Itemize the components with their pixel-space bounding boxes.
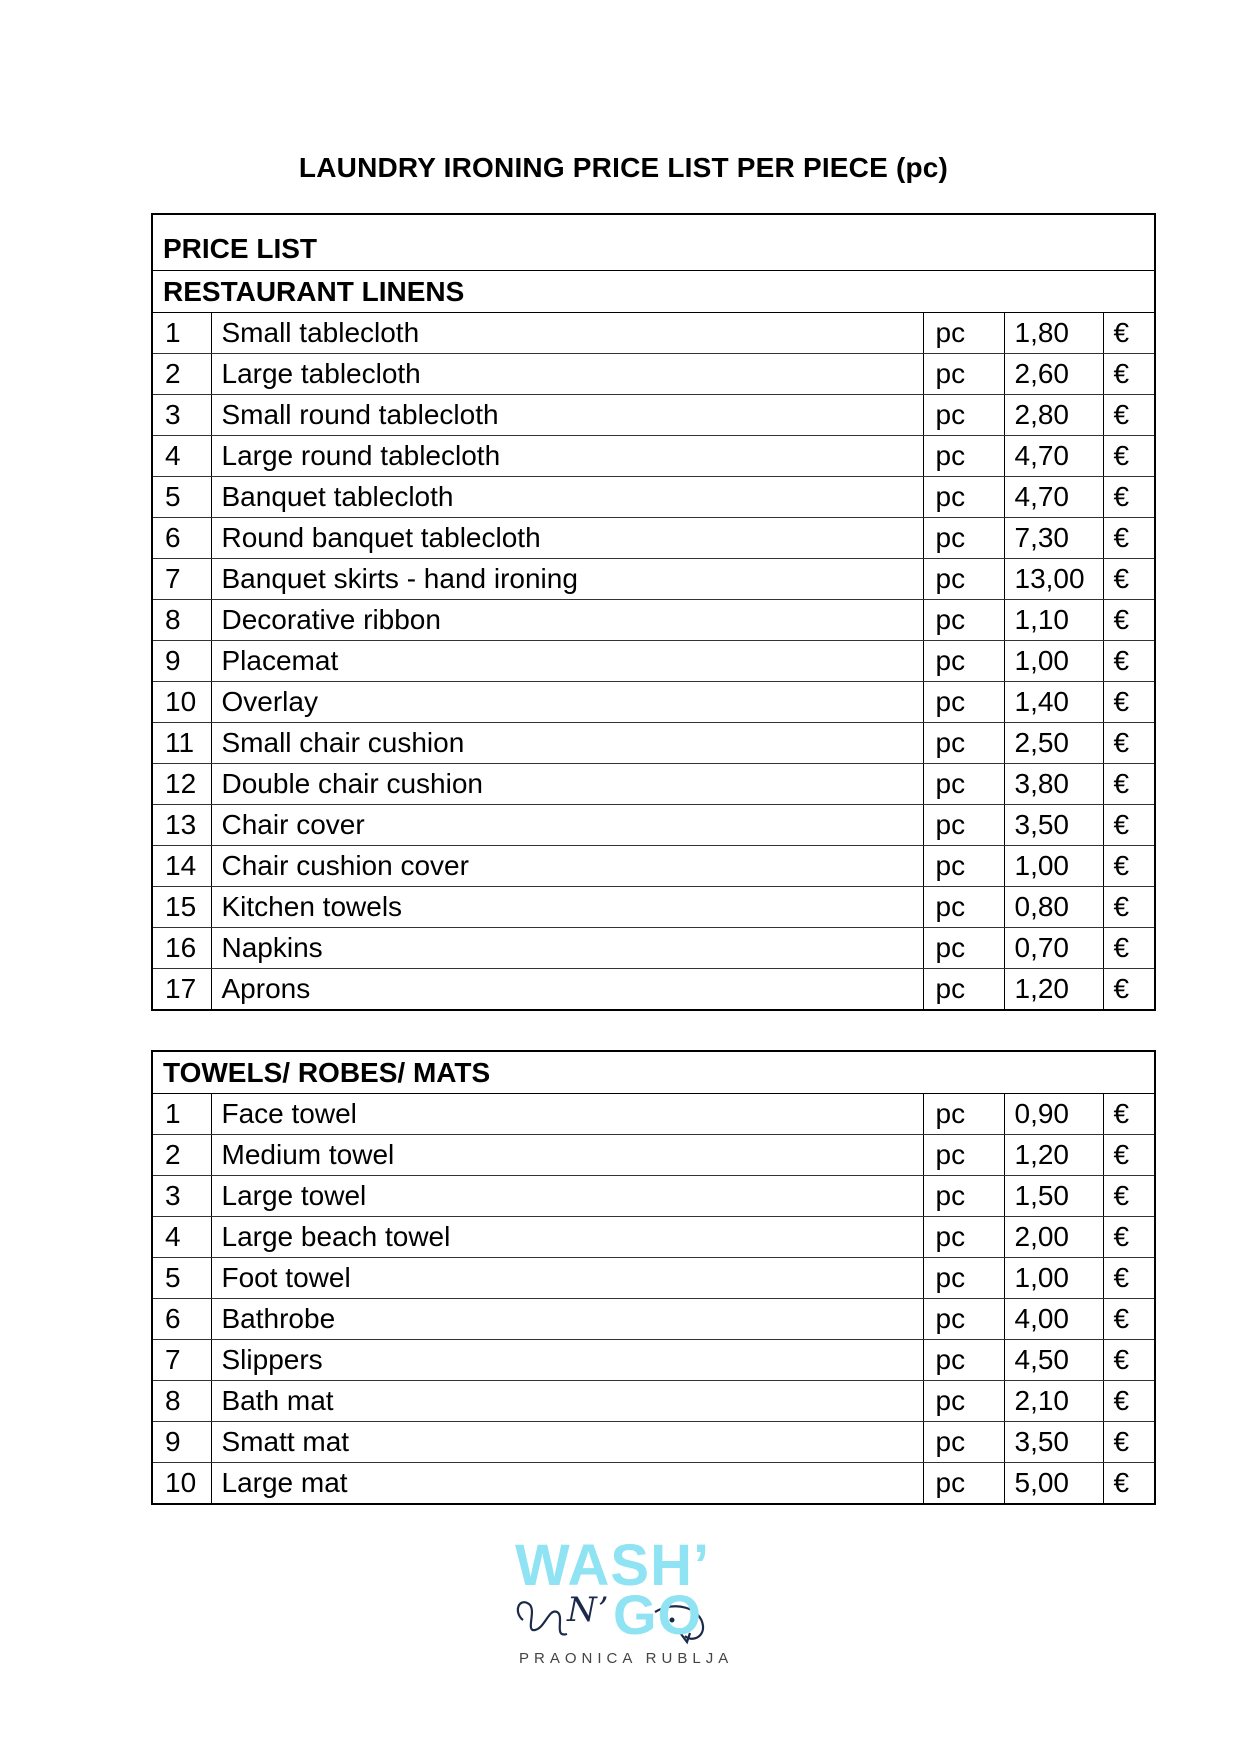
table-row [152,969,1155,1011]
item-name: Chair cover [211,805,923,846]
wash-n-go-logo [505,1532,745,1672]
currency-cell: € [1103,395,1155,436]
currency-cell: € [1103,682,1155,723]
price-cell: 1,20 [1004,1135,1103,1176]
unit-cell: pc [923,354,1004,395]
unit-cell: pc [923,518,1004,559]
currency-cell: € [1103,1217,1155,1258]
currency-cell: € [1103,354,1155,395]
item-name: Aprons [211,969,923,1011]
price-cell: 13,00 [1004,559,1103,600]
unit-cell: pc [923,1217,1004,1258]
unit-cell: pc [923,395,1004,436]
row-number: 8 [152,1381,211,1422]
table-row [152,354,1155,395]
price-cell: 1,20 [1004,969,1103,1011]
table-row [152,477,1155,518]
row-number: 9 [152,641,211,682]
currency-cell: € [1103,805,1155,846]
item-name: Large tablecloth [211,354,923,395]
price-cell: 0,70 [1004,928,1103,969]
price-cell: 4,50 [1004,1340,1103,1381]
row-number: 7 [152,559,211,600]
currency-cell: € [1103,641,1155,682]
table-row [152,723,1155,764]
price-cell: 2,10 [1004,1381,1103,1422]
unit-cell: pc [923,1299,1004,1340]
unit-cell: pc [923,1176,1004,1217]
price-cell: 4,00 [1004,1299,1103,1340]
unit-cell: pc [923,723,1004,764]
currency-cell: € [1103,477,1155,518]
row-number: 5 [152,1258,211,1299]
item-name: Napkins [211,928,923,969]
unit-cell: pc [923,559,1004,600]
price-cell: 2,00 [1004,1217,1103,1258]
row-number: 6 [152,1299,211,1340]
logo-word-wash: WASH’ [515,1533,711,1598]
currency-cell: € [1103,313,1155,354]
table-row [152,559,1155,600]
price-cell: 4,70 [1004,477,1103,518]
item-name: Small tablecloth [211,313,923,354]
currency-cell: € [1103,928,1155,969]
row-number: 4 [152,1217,211,1258]
table-row [152,518,1155,559]
row-number: 3 [152,1176,211,1217]
table-row [152,1381,1155,1422]
item-name: Large round tablecloth [211,436,923,477]
currency-cell: € [1103,1381,1155,1422]
price-cell: 5,00 [1004,1463,1103,1505]
restaurant-linens-table [151,213,1156,1011]
currency-cell: € [1103,600,1155,641]
row-number: 15 [152,887,211,928]
price-cell: 1,50 [1004,1176,1103,1217]
currency-cell: € [1103,559,1155,600]
item-name: Foot towel [211,1258,923,1299]
item-name: Medium towel [211,1135,923,1176]
unit-cell: pc [923,969,1004,1011]
item-name: Bathrobe [211,1299,923,1340]
unit-cell: pc [923,436,1004,477]
row-number: 10 [152,682,211,723]
table-row [152,641,1155,682]
currency-cell: € [1103,436,1155,477]
table-row [152,1299,1155,1340]
unit-cell: pc [923,1381,1004,1422]
item-name: Large mat [211,1463,923,1505]
unit-cell: pc [923,641,1004,682]
price-cell: 1,00 [1004,641,1103,682]
price-cell: 1,00 [1004,1258,1103,1299]
item-name: Slippers [211,1340,923,1381]
table-row [152,1094,1155,1135]
table-row [152,1340,1155,1381]
table-row [152,1258,1155,1299]
table-row [152,764,1155,805]
price-cell: 2,60 [1004,354,1103,395]
row-number: 10 [152,1463,211,1505]
price-list-heading: PRICE LIST [152,214,1155,271]
unit-cell: pc [923,1422,1004,1463]
table-row [152,1422,1155,1463]
price-cell: 3,50 [1004,1422,1103,1463]
item-name: Face towel [211,1094,923,1135]
item-name: Small chair cushion [211,723,923,764]
table-row [152,313,1155,354]
price-cell: 1,00 [1004,846,1103,887]
row-number: 1 [152,1094,211,1135]
item-name: Small round tablecloth [211,395,923,436]
price-cell: 0,90 [1004,1094,1103,1135]
item-name: Bath mat [211,1381,923,1422]
unit-cell: pc [923,1094,1004,1135]
currency-cell: € [1103,1299,1155,1340]
unit-cell: pc [923,1135,1004,1176]
item-name: Large towel [211,1176,923,1217]
currency-cell: € [1103,1340,1155,1381]
currency-cell: € [1103,887,1155,928]
towels-robes-mats-table [151,1050,1156,1505]
item-name: Overlay [211,682,923,723]
currency-cell: € [1103,518,1155,559]
price-cell: 1,10 [1004,600,1103,641]
table-row [152,1135,1155,1176]
currency-cell: € [1103,723,1155,764]
currency-cell: € [1103,1463,1155,1505]
table-row [152,805,1155,846]
table-row [152,395,1155,436]
price-cell: 4,70 [1004,436,1103,477]
price-cell: 2,50 [1004,723,1103,764]
unit-cell: pc [923,1340,1004,1381]
price-cell: 3,50 [1004,805,1103,846]
unit-cell: pc [923,887,1004,928]
price-cell: 1,80 [1004,313,1103,354]
unit-cell: pc [923,1258,1004,1299]
page-title: LAUNDRY IRONING PRICE LIST PER PIECE (pc) [298,152,949,183]
table-row [152,600,1155,641]
item-name: Chair cushion cover [211,846,923,887]
table-row [152,436,1155,477]
unit-cell: pc [923,805,1004,846]
item-name: Smatt mat [211,1422,923,1463]
logo-word-n: N’ [567,1590,610,1630]
unit-cell: pc [923,313,1004,354]
row-number: 2 [152,354,211,395]
table-row [152,682,1155,723]
row-number: 12 [152,764,211,805]
item-name: Placemat [211,641,923,682]
price-cell: 0,80 [1004,887,1103,928]
item-name: Banquet tablecloth [211,477,923,518]
item-name: Double chair cushion [211,764,923,805]
unit-cell: pc [923,928,1004,969]
row-number: 11 [152,723,211,764]
item-name: Banquet skirts - hand ironing [211,559,923,600]
row-number: 2 [152,1135,211,1176]
item-name: Round banquet tablecloth [211,518,923,559]
table-row [152,846,1155,887]
row-number: 17 [152,969,211,1011]
row-number: 14 [152,846,211,887]
currency-cell: € [1103,969,1155,1011]
table-row [152,1217,1155,1258]
restaurant-linens-heading: RESTAURANT LINENS [152,271,1155,313]
unit-cell: pc [923,477,1004,518]
row-number: 13 [152,805,211,846]
table-row [152,1463,1155,1505]
table-row [152,928,1155,969]
currency-cell: € [1103,1422,1155,1463]
row-number: 8 [152,600,211,641]
unit-cell: pc [923,764,1004,805]
price-cell: 2,80 [1004,395,1103,436]
currency-cell: € [1103,846,1155,887]
item-name: Large beach towel [211,1217,923,1258]
price-cell: 7,30 [1004,518,1103,559]
item-name: Kitchen towels [211,887,923,928]
unit-cell: pc [923,600,1004,641]
row-number: 1 [152,313,211,354]
row-number: 9 [152,1422,211,1463]
logo-tagline: PRAONICA RUBLJA [519,1650,734,1667]
row-number: 7 [152,1340,211,1381]
towels-robes-mats-heading: TOWELS/ ROBES/ MATS [152,1051,1155,1094]
price-cell: 1,40 [1004,682,1103,723]
unit-cell: pc [923,1463,1004,1505]
row-number: 3 [152,395,211,436]
currency-cell: € [1103,1094,1155,1135]
table-row [152,1176,1155,1217]
currency-cell: € [1103,1258,1155,1299]
row-number: 16 [152,928,211,969]
logo-word-go: GO [613,1583,703,1646]
row-number: 5 [152,477,211,518]
unit-cell: pc [923,846,1004,887]
item-name: Decorative ribbon [211,600,923,641]
currency-cell: € [1103,1176,1155,1217]
price-cell: 3,80 [1004,764,1103,805]
table-row [152,887,1155,928]
currency-cell: € [1103,1135,1155,1176]
unit-cell: pc [923,682,1004,723]
row-number: 4 [152,436,211,477]
currency-cell: € [1103,764,1155,805]
row-number: 6 [152,518,211,559]
